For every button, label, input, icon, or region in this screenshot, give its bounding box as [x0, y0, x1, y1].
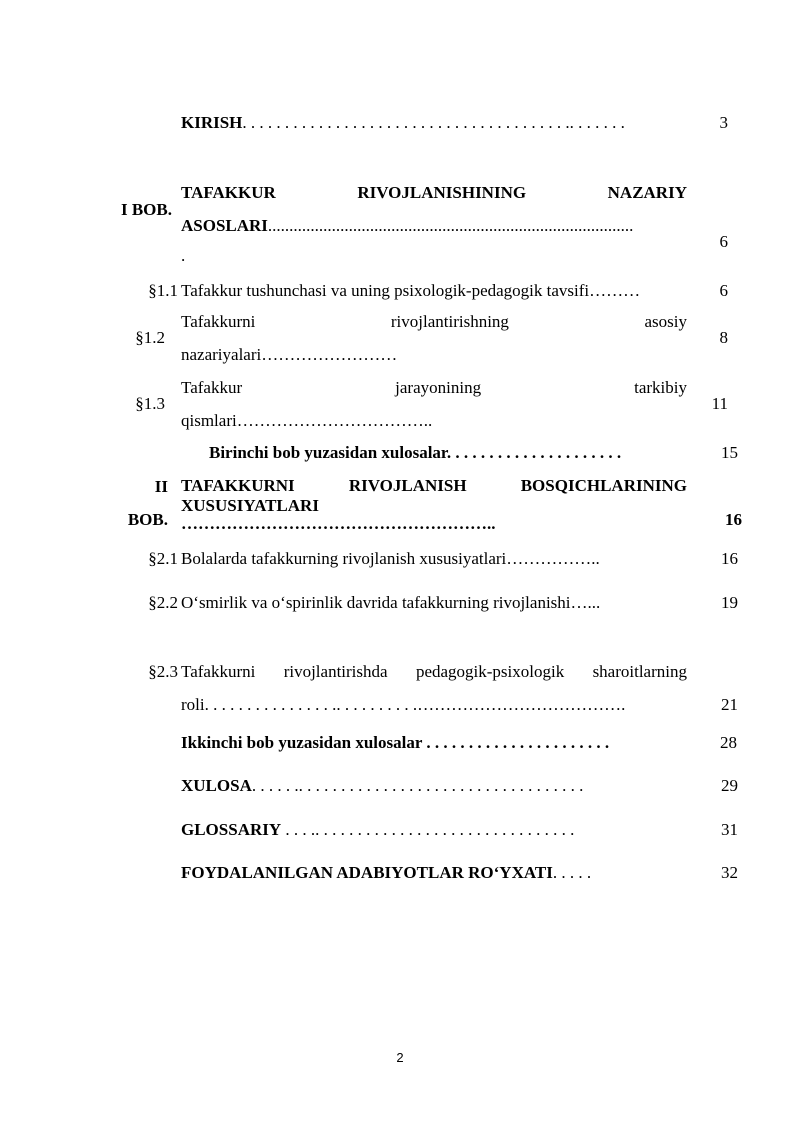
toc-title: Ikkinchi bob yuzasidan xulosalar: [181, 733, 423, 752]
section-label: §1.3: [135, 394, 165, 413]
toc-entry-xulosa: [181, 776, 583, 796]
toc-page-number: 19: [721, 593, 738, 612]
toc-page-number: 3: [719, 113, 728, 132]
chapter-title-word: TAFAKKUR: [181, 183, 276, 202]
section-line2: nazariyalari……………………: [181, 345, 398, 364]
section-word: jarayonining: [395, 378, 482, 397]
toc-entry-summary: [181, 733, 609, 753]
toc-entry-section: [181, 312, 687, 332]
toc-entry-section: [181, 378, 687, 398]
section-word: pedagogik-psixologik: [415, 662, 565, 681]
toc-title: XULOSA: [181, 776, 252, 795]
toc-dots: . . . . . . . . . . . . . . . . . . . . . . . . . . . . . . . . . . . . . . .. . . . . . .: [242, 113, 625, 132]
toc-page-number: 31: [721, 820, 738, 839]
toc-page-number: 11: [711, 394, 728, 413]
section-line2: qismlari……………………………..: [181, 411, 433, 430]
section-word: Tafakkurni: [181, 662, 256, 681]
toc-dots: ………………………………………………..: [181, 514, 496, 533]
section-word: Tafakkurni: [181, 312, 256, 331]
toc-entry-adabiyotlar: [181, 863, 591, 883]
section-label: §2.3: [148, 662, 178, 681]
toc-title: KIRISH: [181, 113, 243, 132]
section-label: §2.1: [148, 549, 178, 568]
section-label: §1.1: [148, 281, 178, 300]
page-number-footer: 2: [396, 1050, 404, 1065]
toc-page-number: 29: [721, 776, 738, 795]
section-label: §1.2: [135, 328, 165, 347]
section-word: rivojlantirishda: [283, 662, 388, 681]
toc-dots: . . . . . .. . . . . . . . . . . . . . . . . . . . . . . . . . . . . . . . . .: [251, 776, 584, 795]
toc-entry-section: [181, 662, 687, 682]
chapter-title: [181, 476, 687, 496]
section-line2: roli. . . . . . . . . . . . . . . .. . . . . . . . . .……………………………….: [181, 695, 626, 714]
toc-page-number: 6: [719, 281, 728, 300]
chapter-title-word: RIVOJLANISHINING: [357, 183, 527, 202]
chapter-title: [181, 183, 687, 203]
toc-title: GLOSSARIY: [181, 820, 282, 839]
chapter-title-word: BOSQICHLARINING: [520, 476, 687, 495]
chapter-title-text: ASOSLARI: [181, 216, 268, 235]
section-word: sharoitlarning: [592, 662, 687, 681]
chapter-label: I BOB.: [120, 200, 172, 219]
toc-entry-summary: [209, 443, 621, 463]
toc-page-number: 21: [721, 695, 738, 714]
toc-page-number: 15: [721, 443, 738, 462]
chapter-title-word: NAZARIY: [607, 183, 687, 202]
toc-dots: .: [181, 246, 186, 265]
toc-dots: . . . . . . . . . . . . . . . . . . . . . .: [422, 733, 610, 752]
toc-entry-section: Tafakkur tushunchasi va uning psixologik-pedagogik tavsifi………: [181, 281, 641, 300]
section-word: rivojlantirishning: [390, 312, 509, 331]
toc-dots: . . . .. . . . . . . . . . . . . . . . . . . . . . . . . . . . . . .: [281, 820, 575, 839]
chapter-title-line2: XUSUSIYATLARI: [181, 496, 319, 515]
toc-page-number: 16: [725, 510, 742, 529]
toc-page-number: 32: [721, 863, 738, 882]
toc-entry-section: Bolalarda tafakkurning rivojlanish xususiyatlari……………..: [181, 549, 600, 568]
toc-entry-kirish: [181, 113, 625, 133]
section-word: Tafakkur: [181, 378, 243, 397]
chapter-title-line2: [181, 216, 687, 236]
toc-entry-section: O‘smirlik va o‘spirinlik davrida tafakkurning rivojlanishi…...: [181, 593, 601, 612]
toc-dots: . . . . .: [552, 863, 592, 882]
chapter-label: II: [154, 477, 168, 496]
chapter-label: BOB.: [127, 510, 168, 529]
toc-page-number: 6: [719, 232, 728, 251]
toc-title: Birinchi bob yuzasidan xulosalar: [209, 443, 447, 462]
toc-page-number: 28: [720, 733, 737, 752]
section-word: asosiy: [644, 312, 687, 331]
section-word: tarkibiy: [634, 378, 687, 397]
chapter-title-word: RIVOJLANISH: [348, 476, 467, 495]
toc-page-number: 8: [719, 328, 728, 347]
chapter-title-word: TAFAKKURNI: [181, 476, 295, 495]
toc-entry-glossariy: [181, 820, 574, 840]
toc-dots: ......................................................................................: [267, 216, 634, 235]
toc-page-number: 16: [721, 549, 738, 568]
section-label: §2.2: [148, 593, 178, 612]
toc-title: FOYDALANILGAN ADABIYOTLAR RO‘YXATI: [181, 863, 553, 882]
toc-dots: . . . . . . . . . . . . . . . . . . . . .: [446, 443, 622, 462]
